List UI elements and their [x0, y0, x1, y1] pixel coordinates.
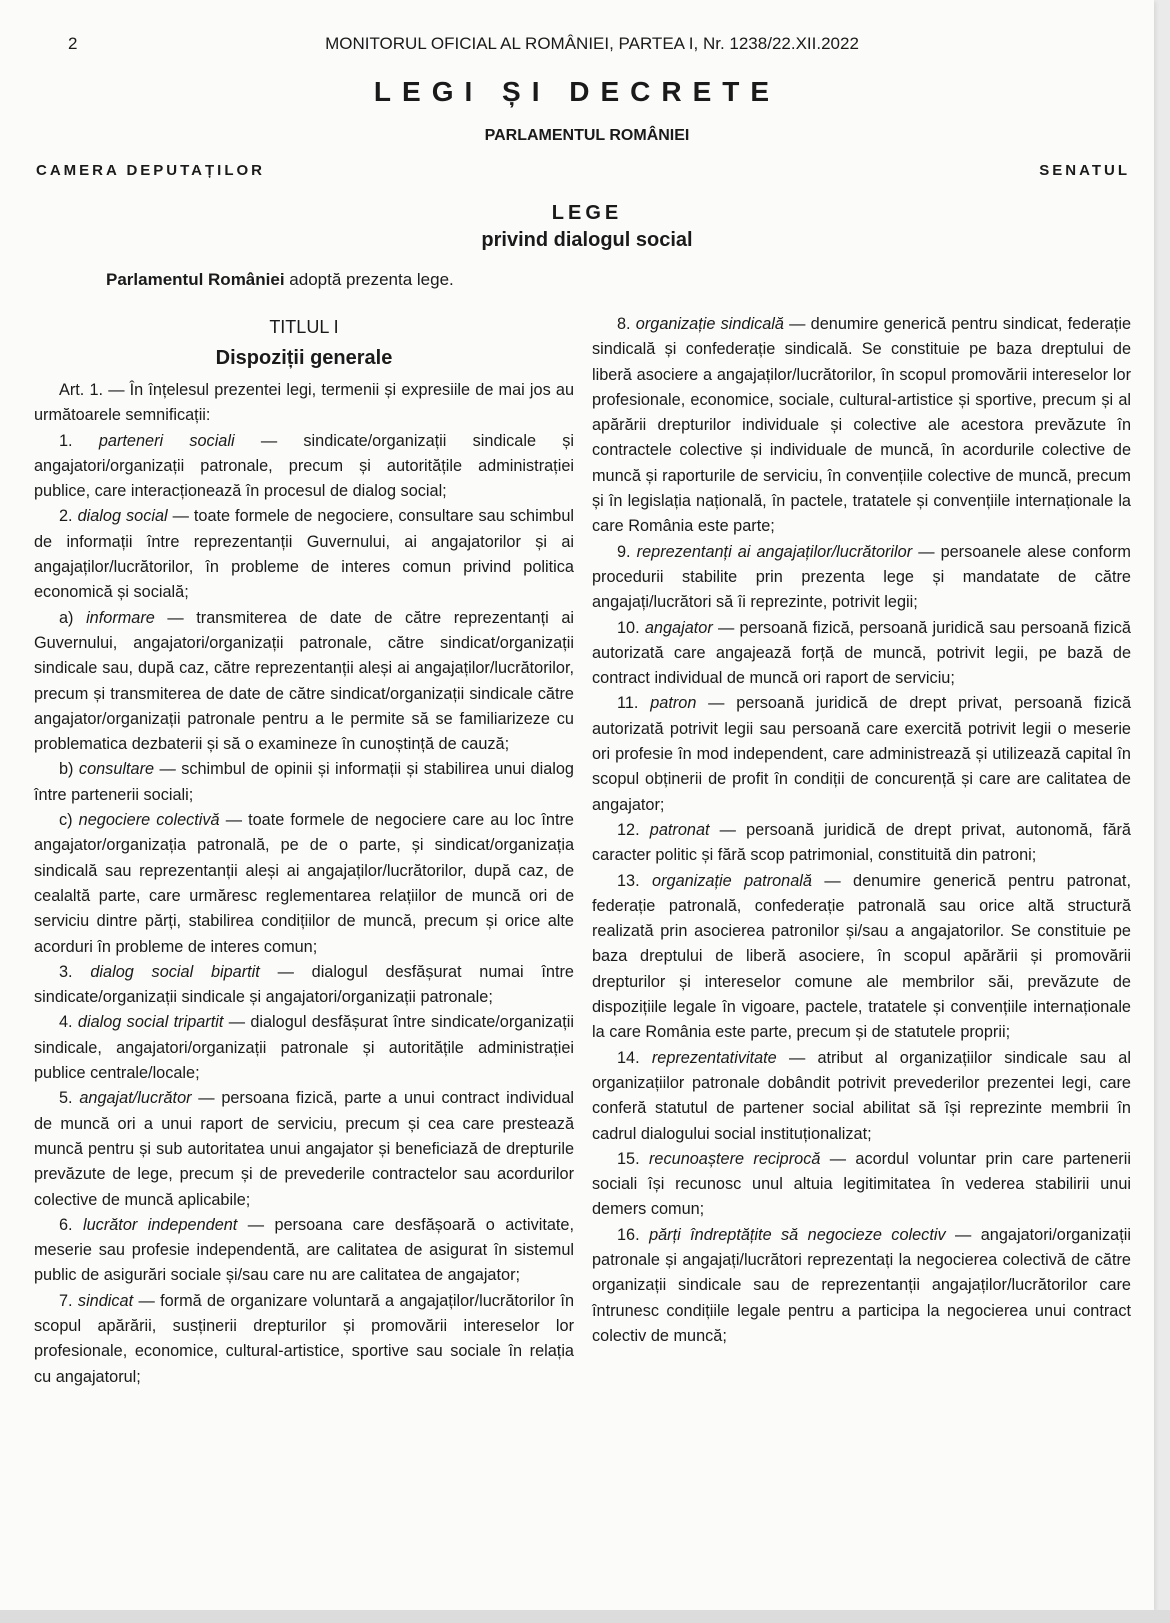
- definition-text: — persoană juridică de drept privat, persoană fizică autorizată potrivit legii sau persoană care exercită potrivit legii o meserie ori profesie în mod independent, care administrează și utilizează capital în scopul obținerii de profit în condiții de concurență și care are calitatea de angajator;: [592, 694, 1131, 814]
- running-header: MONITORUL OFICIAL AL ROMÂNIEI, PARTEA I, Nr. 1238/22.XII.2022: [325, 34, 859, 53]
- definition-term: dialog social bipartit: [90, 962, 260, 981]
- definition-term: angajator: [644, 618, 713, 637]
- definition-term: reprezentativitate: [651, 1048, 777, 1067]
- definition-term: dialog social: [77, 507, 168, 526]
- act-type: LEGE: [551, 202, 623, 224]
- title-name: Dispoziții generale: [215, 347, 393, 369]
- chamber-deputies: CAMERA DEPUTAȚILOR: [36, 162, 265, 179]
- definition-term: sindicat: [77, 1291, 134, 1310]
- definition-2c: [34, 808, 574, 960]
- definition-12: [592, 818, 1131, 869]
- definition-number: 10.: [617, 618, 645, 637]
- definition-number: 8.: [617, 315, 636, 333]
- definition-13: [592, 869, 1131, 1046]
- definition-6: [34, 1213, 574, 1289]
- definition-number: 5.: [59, 1089, 80, 1108]
- definition-number: 6.: [59, 1215, 83, 1234]
- definition-number: 15.: [617, 1149, 650, 1168]
- definition-text: — persoană fizică, persoană juridică sau persoană fizică autorizată care angajează forță de muncă, potrivit legii, pe bază de contract individual de muncă ori raport de serviciu;: [592, 618, 1131, 688]
- definition-text: — transmiterea de date de către reprezentanți ai Guvernului, angajatori/organizații patronale, către sindicat/organizații sindicale sau, după caz, către reprezentanții aleși ai angajaților/lucrătorilor, precum și transmiterea de date de către sindicat/organizații sindicale către angajator/organizații patronale pentru a le permite să se familiarizeze cu problematica dezbaterii și să o examineze în cunoștință de cauză;: [34, 608, 574, 754]
- enacting-subject: Parlamentul României: [106, 270, 285, 289]
- definition-term: organizație patronală: [652, 871, 812, 890]
- definition-8: [592, 312, 1131, 540]
- definition-number: 16.: [617, 1225, 650, 1244]
- act-title: privind dialogul social: [481, 229, 693, 251]
- definition-7: [34, 1289, 574, 1390]
- section-title: LEGI ȘI DECRETE: [373, 76, 781, 107]
- left-column: [34, 312, 574, 1390]
- definition-text: — toate formele de negociere, consultare sau schimbul de informații între reprezentanții Guvernului, ai angajatorilor și ai angajaților/lucrătorilor, în probleme de interes comun privind politica economică și socială;: [34, 507, 574, 602]
- definition-text: — atribut al organizațiilor sindicale sau al organizațiilor patronale dobândit potrivit prevederilor prezentei legi, care conferă statutul de partener social abilitat să își reprezinte membrii în cadrul dialogului social instituționalizat;: [592, 1048, 1131, 1143]
- definition-text: — formă de organizare voluntară a angajaților/lucrătorilor în scopul apărării, susținerii drepturilor și promovării intereselor lor profesionale, economice, cultural-artistice, sportive sau sociale în relația cu angajatorul;: [34, 1291, 574, 1386]
- definition-text: — persoanele alese conform procedurii stabilite prin prezenta lege și mandatate de către angajați/lucrători să îi reprezinte, potrivit legii;: [592, 542, 1131, 612]
- definition-number: a): [59, 608, 87, 627]
- definition-term: reprezentanți ai angajaților/lucrătorilor: [636, 542, 913, 561]
- definition-4: [34, 1010, 574, 1086]
- definition-15: [592, 1147, 1131, 1223]
- right-column: [592, 312, 1131, 1349]
- enacting-clause: [106, 270, 454, 290]
- definition-term: informare: [86, 608, 155, 627]
- chamber-senate: SENATUL: [1039, 162, 1130, 179]
- definition-text: — dialogul desfășurat între sindicate/organizații sindicale, angajatori/organizații patronale și autoritățile administrației publice centrale/locale;: [34, 1013, 574, 1083]
- issuer: PARLAMENTUL ROMÂNIEI: [484, 127, 690, 144]
- definition-term: organizație sindicală: [635, 315, 784, 333]
- definition-16: [592, 1223, 1131, 1349]
- definition-term: patronat: [649, 820, 710, 839]
- definition-number: b): [59, 760, 79, 779]
- article-1-intro: Art. 1. — În înțelesul prezentei legi, termenii și expresiile de mai jos au următoarele semnificații:: [34, 381, 574, 425]
- definition-text: — denumire generică pentru patronat, federație patronală, confederație patronală sau orice altă structură realizată prin asocierea patronilor și/sau a angajatorilor. Se constituie pe baza dreptului de liberă asociere, în scopul apărării și promovării drepturilor și intereselor comune ale membrilor săi, prevăzute de dispozițiile legale în vigoare, pactele, tratatele și convențiile internaționale la care România este parte, precum și de statutele proprii;: [592, 871, 1131, 1042]
- definition-term: patron: [650, 694, 697, 713]
- definition-11: [592, 691, 1131, 817]
- definition-term: recunoaștere reciprocă: [649, 1149, 821, 1168]
- definition-number: 11.: [617, 694, 651, 713]
- definition-number: 2.: [59, 507, 78, 526]
- definition-5: [34, 1086, 574, 1212]
- definition-number: 13.: [617, 871, 653, 890]
- definition-2a: [34, 606, 574, 758]
- definition-3: [34, 960, 574, 1011]
- title-number: TITLUL I: [269, 317, 339, 337]
- definition-2: [34, 504, 574, 605]
- definition-text: — sindicate/organizații sindicale și angajatori/organizații patronale, precum și autoritățile administrației publice, care interacționează în procesul de dialog social;: [34, 431, 575, 501]
- definition-text: — dialogul desfășurat numai între sindicate/organizații sindicale și angajatori/organizații patronale;: [34, 962, 574, 1007]
- definition-term: dialog social tripartit: [77, 1013, 224, 1032]
- definition-number: 12.: [617, 820, 650, 839]
- definition-2b: [34, 757, 574, 808]
- definition-number: c): [59, 811, 79, 830]
- definition-1: [34, 429, 574, 505]
- definition-term: negociere colectivă: [78, 811, 220, 830]
- definition-term: lucrător independent: [83, 1215, 238, 1234]
- definition-term: consultare: [78, 760, 155, 779]
- page-bottom-edge: [0, 1610, 1170, 1623]
- definition-number: 9.: [617, 542, 637, 561]
- definition-number: 7.: [59, 1291, 78, 1310]
- definition-text: — acordul voluntar prin care partenerii sociali își recunosc unul altuia legitimitatea în vederea stabilirii unui demers comun;: [592, 1149, 1131, 1219]
- definition-text: — denumire generică pentru sindicat, federație sindicală și confederație sindicală. Se constituie pe baza dreptului de liberă asociere a angajaților/lucrătorilor, în scopul promovării intereselor lor profesionale, economice, sociale, cultural-artistice și sportive, precum și al apărării drepturilor individuale și colective ale acestora prevăzute în contractele colective și individuale de muncă, în acordurile colective de muncă și raporturile de serviciu, în convențiile colective de muncă, precum și în legislația națională, în pactele, tratatele și convențiile internaționale la care România este parte;: [592, 315, 1131, 536]
- definition-number: 1.: [59, 431, 99, 450]
- definition-text: — angajatori/organizații patronale și angajați/lucrători reprezentați la negocierea colectivă de către organizații sindicale sau de reprezentanții angajaților/lucrătorilor care întrunesc condițiile legale pentru a participa la negocierea unui contract colectiv de muncă;: [592, 1225, 1131, 1345]
- definition-term: angajat/lucrător: [79, 1089, 192, 1108]
- definition-text: — persoana fizică, parte a unui contract individual de muncă ori a unui raport de serviciu, precum și cea care prestează muncă pentru și sub autoritatea unui angajator și beneficiază de drepturile prevăzute de lege, precum și de prevederile contractelor sau acordurilor colective de muncă aplicabile;: [34, 1089, 574, 1209]
- definition-text: — persoană juridică de drept privat, autonomă, fără caracter politic și fără scop patrimonial, constituită din patroni;: [592, 820, 1131, 865]
- definition-number: 14.: [617, 1048, 652, 1067]
- definition-text: — schimbul de opinii și informații și stabilirea unui dialog între partenerii sociali;: [34, 760, 574, 804]
- definition-number: 4.: [59, 1013, 78, 1032]
- definition-14: [592, 1046, 1131, 1147]
- definition-9: [592, 540, 1131, 616]
- enacting-rest: adoptă prezenta lege.: [284, 270, 454, 289]
- definition-term: parteneri sociali: [98, 431, 235, 450]
- definition-text: — persoana care desfășoară o activitate, meserie sau profesie independentă, are calitatea de asigurat în sistemul public de asigurări sociale și/sau care nu are calitatea de angajator;: [34, 1215, 575, 1285]
- definition-text: — toate formele de negociere care au loc între angajator/organizația patronală, pe de o parte, și sindicat/organizația sindicală sau reprezentanții aleși ai angajaților/lucrătorilor, după caz, de cealaltă parte, care urmăresc reglementarea relațiilor de muncă ori de serviciu dintre părți, stabilirea condițiilor de muncă, precum și orice alte acorduri în probleme de interes comun;: [34, 811, 574, 956]
- page-number: 2: [68, 34, 78, 53]
- definition-number: 3.: [59, 962, 91, 981]
- definition-term: părți îndreptățite să negocieze colectiv: [649, 1225, 946, 1244]
- definition-10: [592, 616, 1131, 692]
